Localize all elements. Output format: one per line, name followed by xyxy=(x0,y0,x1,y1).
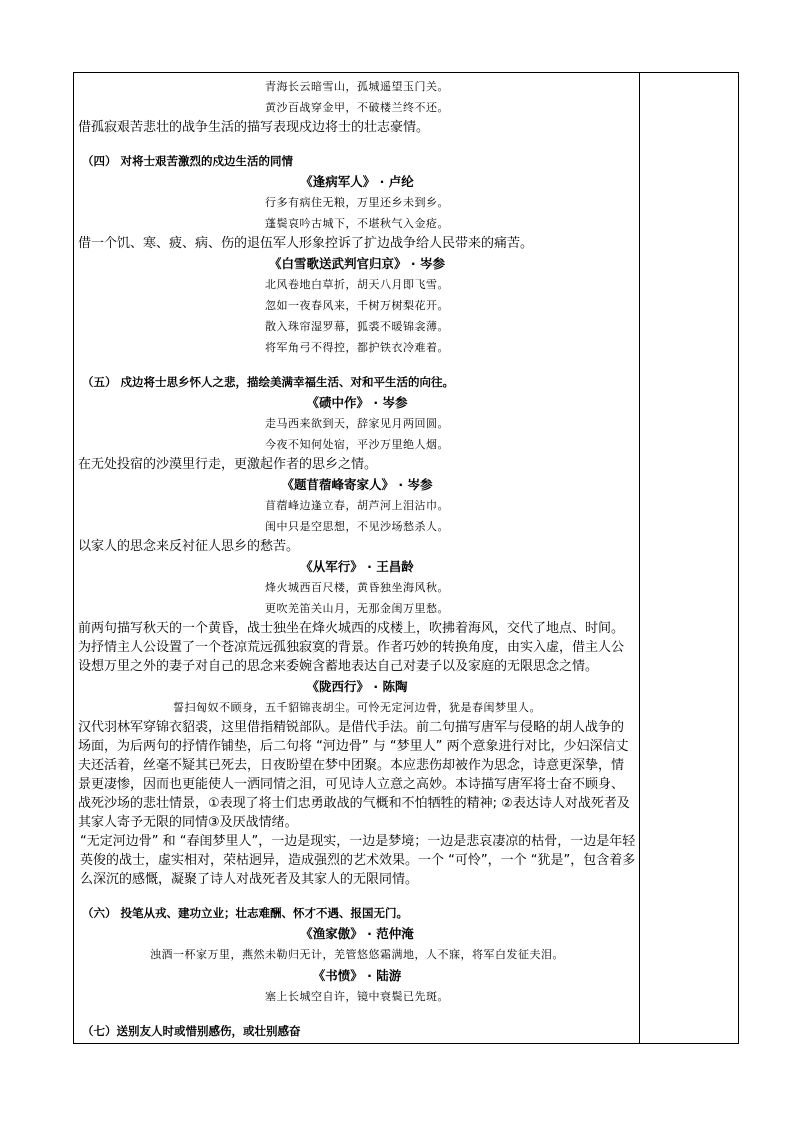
section-heading: （四） 对将士艰苦激烈的戍边生活的同情 xyxy=(82,154,294,168)
poem-line: 青海长云暗雪山，孤城遥望玉门关。 xyxy=(265,80,449,93)
poem-title: 《白雪歌送武判官归京》 · 岑参 xyxy=(269,256,445,271)
poem-analysis: 在无处投宿的沙漠里行走，更激起作者的思乡之情。 xyxy=(78,457,378,472)
poem-title: 《陇西行》 · 陈陶 xyxy=(306,679,408,694)
poem-line: 走马西来欲到天，辞家见月两回圆。 xyxy=(265,417,449,430)
poem-analysis: 前两句描写秋天的一个黄昏，战士独坐在烽火城西的戍楼上，吹拂着海风，交代了地点、时间。为抒情主人公设置了一个苍凉荒远孤独寂寞的背景。作者巧妙的转换角度，由实入虚，借主人公设想万里之外的妻子对自己的思念来委婉含蓄地表达自己对妻子以及家庭的无限思念之情。 xyxy=(78,621,625,674)
section-heading: （五） 戍边将士思乡怀人之悲，描绘美满幸福生活、对和平生活的向往。 xyxy=(82,375,454,389)
poem-analysis: 借一个饥、寒、疲、病、伤的退伍军人形象控诉了扩边战争给人民带来的痛苦。 xyxy=(78,236,534,251)
poem-line: 塞上长城空自许，镜中衰鬓已先斑。 xyxy=(265,990,449,1003)
poem-line: 将军角弓不得控，都护铁衣冷难着。 xyxy=(265,341,449,354)
poem-title: 《题苜蓿峰寄家人》 · 岑参 xyxy=(281,477,433,492)
section-heading: （七）送别友人时或惜别感伤，或壮别感奋 xyxy=(82,1024,301,1038)
poem-analysis: 汉代羽林军穿锦衣貂裘，这里借指精锐部队。是借代手法。前二句描写唐军与侵略的胡人战争的场面，为后两句的抒情作铺垫，后二句将 “河边骨” 与 “梦里人” 两个意象进行对比，少妇深信丈夫还活着，丝毫不疑其已死去，日夜盼望在梦中团聚。本应悲伤却被作为思念，诗意更深挚，情景更凄惨，因而也更能使人一洒同情之泪，可见诗人立意之高妙。本诗描写唐军将士奋不顾身、战死沙场的悲壮情景，①表现了将士们忠勇敢战的气概和不怕牺牲的精神; ②表达诗人对战死者及其家人寄予无限的同情③及厌战情绪。 xyxy=(78,720,630,830)
poem-line: 烽火城西百尺楼，黄昏独坐海风秋。 xyxy=(265,581,449,594)
poem-title: 《从军行》 · 王昌龄 xyxy=(300,559,414,574)
poem-line: 行多有病住无粮，万里还乡未到乡。 xyxy=(265,196,449,209)
poem-line: 今夜不知何处宿，平沙万里绝人烟。 xyxy=(265,438,449,451)
poem-title: 《碛中作》 · 岑参 xyxy=(306,395,408,410)
main-content xyxy=(78,76,636,1041)
poem-line: 闺中只是空思想，不见沙场愁杀人。 xyxy=(265,520,449,533)
poem-analysis: “无定河边骨” 和 “春闺梦里人”，一边是现实，一边是梦境；一边是悲哀凄凉的枯骨，一边是年轻英俊的战士，虚实相对，荣枯迥异，造成强烈的艺术效果。一个 “可怜”，一个 “犹是”，包含着多么深沉的感慨，凝聚了诗人对战死者及其家人的无限同情。 xyxy=(80,834,636,887)
table-column-divider xyxy=(639,72,640,1044)
poem-line: 浊酒一杯家万里，燕然未勒归无计，羌管悠悠霜满地，人不寐，将军白发征夫泪。 xyxy=(150,948,564,961)
poem-title: 《渔家傲》 · 范仲淹 xyxy=(300,926,414,941)
poem-analysis: 以家人的思念来反衬征人思乡的愁苦。 xyxy=(78,539,300,554)
section-heading: （六） 投笔从戎、建功立业；壮志难酬、怀才不遇、报国无门。 xyxy=(82,906,409,920)
poem-line: 北风卷地白草折，胡天八月即飞雪。 xyxy=(265,278,449,291)
poem-line: 黄沙百战穿金甲，不破楼兰终不还。 xyxy=(265,101,449,114)
poem-line: 忽如一夜春风来，千树万树梨花开。 xyxy=(265,299,449,312)
poem-line: 蓬鬓哀吟古城下，不堪秋气入金疮。 xyxy=(265,217,449,230)
poem-line: 散入珠帘湿罗幕，狐裘不暖锦衾薄。 xyxy=(265,320,449,333)
poem-analysis: 借孤寂艰苦悲壮的战争生活的描写表现戍边将士的壮志豪情。 xyxy=(78,120,430,135)
poem-line: 苜蓿峰边逢立春，胡芦河上泪沾巾。 xyxy=(265,499,449,512)
poem-line: 誓扫匈奴不顾身，五千貂锦丧胡尘。可怜无定河边骨，犹是春闺梦里人。 xyxy=(173,701,541,714)
poem-line: 更吹羌笛关山月，无那金闺万里愁。 xyxy=(265,602,449,615)
poem-title: 《书愤》 · 陆游 xyxy=(312,968,402,983)
poem-title: 《逢病军人》 · 卢纶 xyxy=(300,174,414,189)
